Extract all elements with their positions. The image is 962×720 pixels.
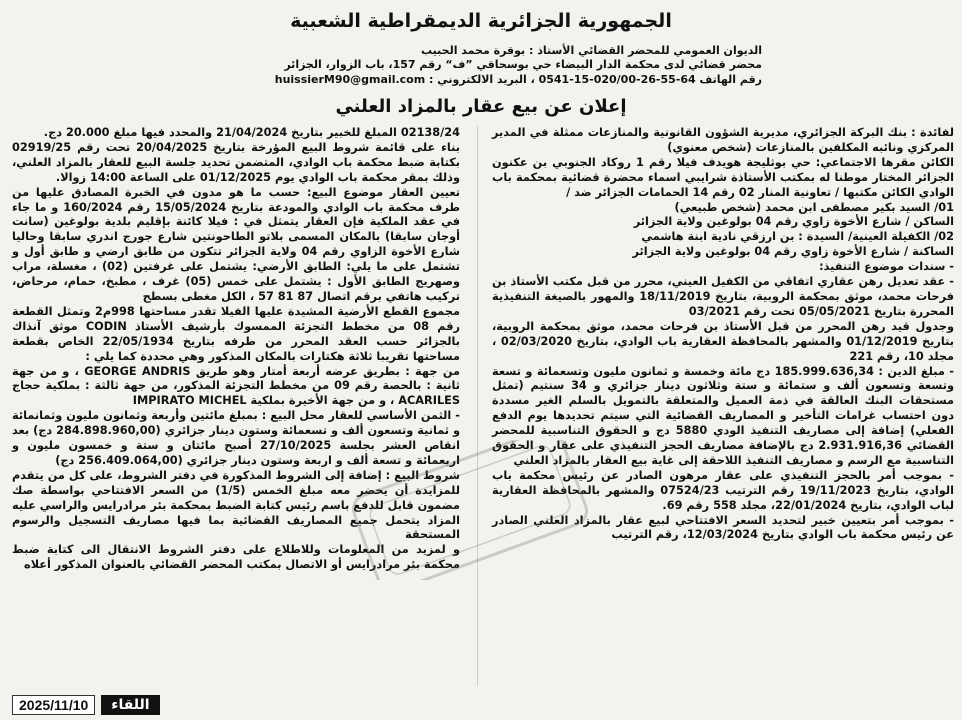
left-paragraph: - الثمن الأساسي للعقار محل البيع : بمبلغ مائتين وأربعة وثمانون مليون وثمانمائة و ثمانية وتسعون ألف و تسعمائة وستون دينار جزائري (284.898.960,00 دج) بعد انقاص العشر بجلسة 27/10/2025 أصبح مائتان و ستة و خمسون مليون و اربعمائة و تسعة ألف و اربعة وستون دينار جزائري (256.409.064,00 دج)	[12, 409, 460, 467]
right-text-column	[492, 126, 954, 543]
right-paragraph: - بموجب أمر بتعيين خبير لتحديد السعر الافتتاحي لبيع عقار بالمزاد العلني الصادر عن رئيس محكمة باب الوادي بتاريخ 12/03/2024، رقم الترتيب	[492, 513, 954, 542]
left-paragraph: شروط البيع : إضافة إلى الشروط المذكورة في دفتر الشروط، على كل من يتقدم للمزايدة أن يحضر معه مبلغ الخمس (1/5) من السعر الافتتاحي بواسطة صك مضمون قابل للدفع باسم رئيس كتابة الضبط بمحكمة بئر مرادرايس والراسي عليه المزاد يتحمل جميع المصاريف القضائية بما فيها مصاريف التسجيل والرسوم المستحقة	[12, 468, 460, 542]
bailiff-address-line: محضر قضائي لدى محكمة الدار البيضاء حي بوسحاقي ”ف“ رقم 157، باب الزوار، الجزائر	[284, 58, 762, 71]
left-paragraph: و لمزيد من المعلومات وللاطلاع على دفتر الشروط الانتقال الى كتابة ضبط محكمة بئر مرادرايس أو الاتصال بمكتب المحضر القضائي بالعنوان المذكور أعلاه	[12, 543, 460, 572]
column-divider	[477, 126, 478, 686]
newspaper-footer	[12, 694, 262, 716]
left-paragraph: تعيين العقار موضوع البيع: حسب ما هو مدون في الخبرة المصادق عليها من طرف محكمة باب الوادي والمودعة بتاريخ 15/05/2024 رقم 160/2024 و ما جاء في عقد الملكية فإن العقار يتمثل في : فيلا كائنة بإقليم بلدية بولوغين (سانت أوجان سابقا) بالمكان المسمى بلاتو الطاحونتين شارع جورج اندري سابقا وحاليا شارع الأخوة الزاوي رقم 04 ولاية الجزائر تتكون من طابق ارضي و طابق أول و تشتمل على ما يلي: الطابق الأرضي: يشتمل على غرفتين (02) ، مغسلة، مراب وصهريج الطابق الأول : يشتمل على خمس (05) غرف ، مطبخ، حمام، مرحاض، تركيب هاتفي برقم اتصال 87 81 57 ، الكل مغطى بسطح	[12, 185, 461, 303]
right-paragraph: - مبلغ الدين : 185.999.636,34 دج مائة وخمسة و ثمانون مليون وتسعمائة و تسعة وتسعة وتسعون ألف و ستمائة و ستة وثلاثون دينار جزائري و 34 سنتيم (تمثل مستحقات البنك العالقة في ذمة العميل والمتعلقة بالتمويل بالسلم الغير مسددة دون احتساب غرامات التأخير و المصاريف القضائية التي سيتم تحديدها يوم الدفع الفعلي) إضافة إلى مصاريف التنفيذ الودي 5880 دج و الحقوق التناسبية للمحضر القضائي 2.931.916,36 دج بالإضافة مصاريف الحجز التنفيذي على عقار و الحقوق التناسبية مع الرسم و مصاريف التنفيذ اللاحقة إلى غاية بيع العقار بالمزاد العلني	[492, 364, 955, 467]
republic-heading: الجمهورية الجزائرية الديمقراطية الشعبية	[290, 10, 672, 32]
left-text-column	[12, 126, 460, 573]
right-paragraph: - بموجب أمر بالحجز التنفيذي على عقار مرهون الصادر عن رئيس محكمة باب الوادي، بتاريخ 19/11/2023 رقم الترتيب 07524/23 والمشهر بالمحافظة العقارية لباب الوادي، بتاريخ 22/01/2024، مجلد 558 رقم 69.	[492, 468, 955, 512]
left-paragraph: مجموع القطع الأرضية المشيدة عليها الفيلا تقدر مساحتها 998م2 وتمثل القطعة رقم 08 من مخطط التجزئة الممسوك بأرشيف الأستاذ CODIN موثق آنذاك بالجزائر حسب العقد المحرر من طرفه بتاريخ 22/05/1934 الخاص بقطعة مساحتها تقريبا ثلاثة هكتارات بالمكان المذكور وهي محددة كما يلي :	[12, 304, 460, 363]
bailiff-office-line: الديوان العمومي للمحضر القضائي الأستاذ : بوقرة محمد الحبيب	[421, 44, 762, 57]
right-paragraph: لفائدة : بنك البركة الجزائري، مديرية الشؤون القانونية والمنازعات ممثلة في المدير المركزي ونائبه المكلفين بالمنازعات (شخص معنوي)	[492, 126, 954, 154]
left-paragraph: من جهة : بطريق عرضه أربعة أمتار وهو طريق GEORGE ANDRIS ، و من جهة ثانية : بالحصة رقم 09 من مخطط التجزئة المذكور، من جهة ثالثة : بملكية حجاج ACARILES ، و من جهة الأخيرة بملكية IMPIRATO MICHEL	[12, 364, 461, 408]
right-paragraph: وجدول قيد رهن المحرر من قبل الأستاذ بن فرحات محمد، موثق بمحكمة الروبية، بتاريخ 01/12/2019 والمشهر بالمحافظة العقارية باب الوادي، بتاريخ 02/03/2020 ، مجلد 10، رقم 221	[492, 319, 954, 363]
bailiff-contact-line: رقم الهاتف 64-55-26-020/00-15-0541 ، البريد الالكتروني : huissierM90@gmail.com	[274, 73, 762, 86]
announcement-title: إعلان عن بيع عقار بالمزاد العلني	[335, 96, 627, 117]
left-paragraph: بناء على قائمة شروط البيع المؤرخة بتاريخ 20/04/2025 تحت رقم 02919/25 بكتابة ضبط محكمة باب الوادي، المتضمن تحديد جلسة البيع للعقار بالمزاد العلني، وذلك بمقر محكمة باب الوادي يوم 01/12/2025 على الساعة 14:00 زوالا.	[12, 140, 460, 184]
left-paragraph: 02138/24 المبلغ للخبير بتاريخ 21/04/2024 والمحدد فيها مبلغ 20.000 دج.	[43, 126, 460, 139]
right-paragraph: الساكنة / شارع الأخوة زاوي رقم 04 بولوغين ولاية الجزائر	[632, 245, 954, 259]
right-paragraph: - سندات موضوع التنفيذ:	[819, 260, 954, 274]
right-paragraph: الساكن / شارع الأخوة زاوي رقم 04 بولوغين ولاية الجزائر	[633, 215, 954, 229]
publication-date: 2025/11/10	[12, 695, 95, 715]
newspaper-name: اللقاء	[101, 695, 159, 715]
right-paragraph: - عقد تعديل رهن عقاري اتفاقي من الكفيل العيني، محرر من قبل مكتب الأستاذ بن فرحات محمد، موثق بمحكمة الروبية، بتاريخ 18/11/2019 والمهور بالصيغة التنفيذية المحررة بتاريخ 05/05/2021 تحت رقم 03/2021	[492, 275, 954, 318]
right-paragraph: 01/ السيد بكير مصطفى ابن محمد (شخص طبيعي)	[674, 200, 954, 214]
right-paragraph: الكائن مقرها الاجتماعي: حي بوثليجة هويدف فيلا رقم 1 روكاد الجنوبي بن عكنون الجزائر المختار موطنا له بمكتب الأستاذة شرايبي اسماء محضرة قضائية بمحكمة باب الوادي الكائن مكتبها / تعاونية المنار 02 رقم 14 الحمامات الجزائر ضد /	[492, 155, 954, 199]
right-paragraph: 02/ الكفيلة العينية/ السيدة : بن ارزقي نادية ابنة هاشمي	[641, 230, 954, 244]
